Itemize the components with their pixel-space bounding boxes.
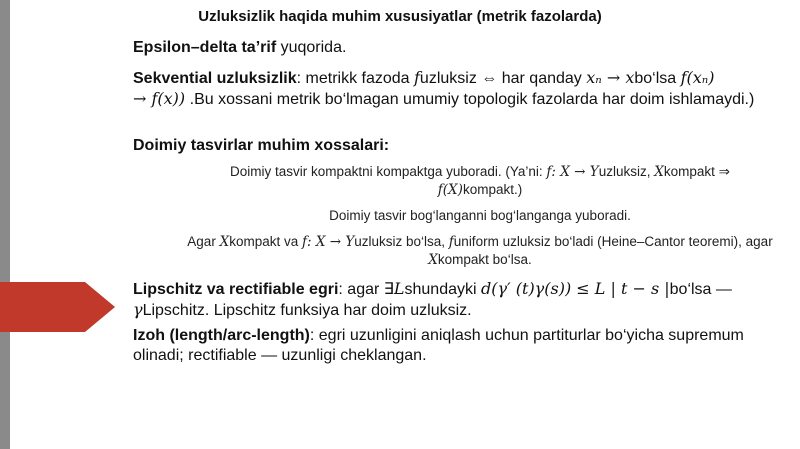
seq-math-1: f [414, 68, 420, 87]
sub1-math-3: f(X) [437, 182, 463, 198]
sub1-text-4: kompakt.) [462, 182, 523, 197]
sub3-math-1: X [219, 234, 230, 250]
item-epsilon [133, 38, 773, 58]
sub-item-compact [175, 163, 785, 199]
seq-text-3: bo‘lsa [634, 70, 681, 87]
sub3-text-1: Agar [187, 234, 220, 249]
sub1-math-2: X [654, 164, 664, 180]
item-lipschitz [133, 279, 773, 321]
continuous-heading: Doimiy tasvirlar muhim xossalari: [133, 137, 390, 154]
seq-text-2: uzluksiz ⇔ har qanday [419, 70, 587, 87]
sub3-text-2: kompakt va [229, 234, 302, 249]
sub3-math-4: X [428, 252, 438, 268]
sub1-text-3: kompakt ⇒ [663, 164, 730, 179]
seq-math-2: xₙ → x [586, 68, 635, 87]
sub-item-connected: Doimiy tasvir bog‘langanni bog‘langanga yuboradi. [329, 208, 631, 223]
item-sequential [133, 68, 773, 110]
lip-math-3: γ [133, 300, 143, 319]
lip-heading: Lipschitz va rectifiable egri [133, 281, 339, 298]
epsilon-text: yuqorida. [276, 39, 347, 56]
sub3-text-4: uniform uzluksiz bo‘ladi (Heine–Cantor teoremi), agar [453, 234, 773, 249]
lip-text-1: : agar ∃ [338, 281, 394, 298]
lip-text-3: bo‘lsa — [669, 281, 732, 298]
sub3-math-2: f: X → Y [301, 234, 355, 250]
lip-text-4: Lipschitz. Lipschitz funksiya har doim uzluksiz. [142, 302, 472, 319]
sub-item-heine-cantor [175, 233, 785, 269]
lip-math-2: d(γ′ (t)γ(s)) ≤ L | t − s | [481, 279, 670, 298]
sub3-math-3: f [448, 234, 454, 250]
sub1-text-1: Doimiy tasvir kompaktni kompaktga yuboradi. (Ya’ni: [230, 164, 547, 179]
red-arrow-shape [0, 282, 115, 332]
lip-text-2: shundayki [404, 281, 481, 298]
item-continuous-heading [133, 136, 773, 156]
sub1-text-2: uzluksiz, [598, 164, 655, 179]
seq-math-4: → f(x)) [133, 89, 186, 108]
sub3-text-3: uzluksiz bo‘lsa, [354, 234, 449, 249]
left-accent-bar [0, 0, 10, 449]
lip-math-1: L [393, 279, 405, 298]
slide-title: Uzluksizlik haqida muhim xususiyatlar (metrik fazolarda) [198, 8, 602, 25]
seq-text-4: .Bu xossani metrik bo‘lmagan umumiy topologik fazolarda har doim ishlamaydi.) [185, 91, 755, 108]
sub1-math-1: f: X → Y [546, 164, 599, 180]
item-izoh [133, 326, 773, 366]
izoh-text: : egri uzunligini aniqlash uchun partiturlar bo‘yicha supremum olinadi; rectifiable — uzunligi cheklangan. [133, 327, 744, 364]
seq-text-1: : metrikk fazoda [296, 70, 414, 87]
sub3-text-5: kompakt bo‘lsa. [437, 252, 532, 267]
seq-math-3: f(xₙ) [680, 68, 715, 87]
epsilon-heading: Epsilon–delta ta’rif [133, 39, 277, 56]
seq-heading: Sekvential uzluksizlik [133, 70, 297, 87]
izoh-heading: Izoh (length/arc-length) [133, 327, 310, 344]
